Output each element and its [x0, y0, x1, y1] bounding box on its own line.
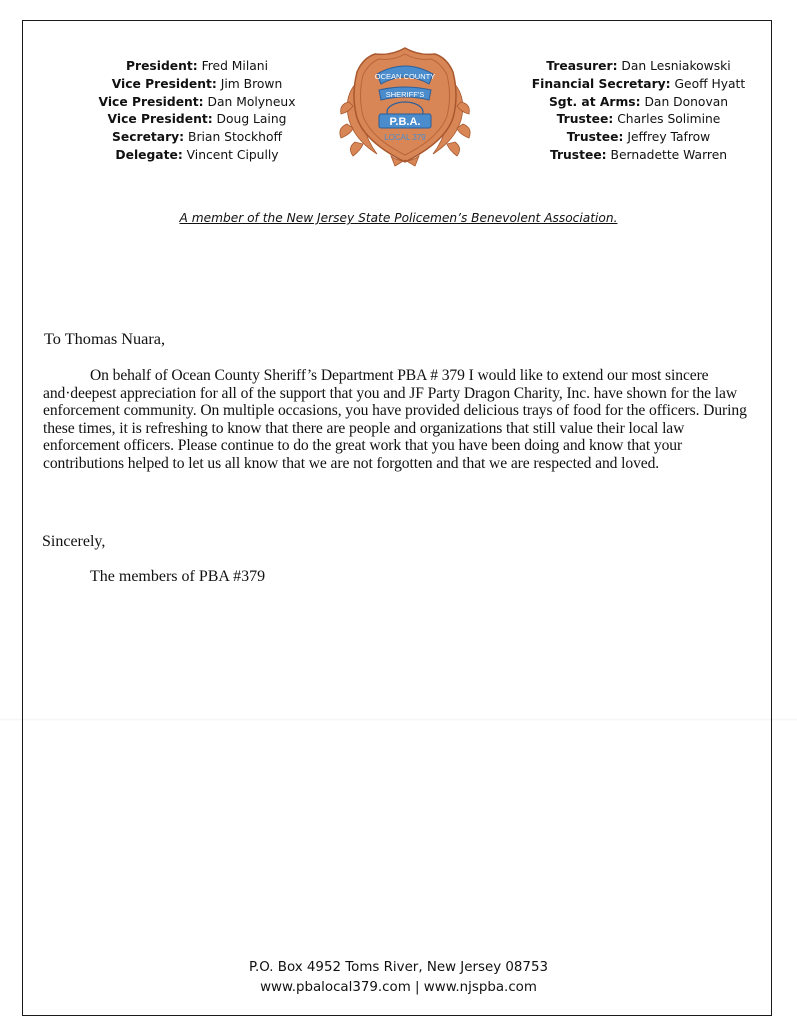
officer-title: Financial Secretary:: [531, 76, 671, 91]
officer-row: [506, 111, 771, 129]
officer-row: [62, 147, 332, 165]
officer-row: [506, 76, 771, 94]
svg-text:OCEAN COUNTY: OCEAN COUNTY: [374, 72, 436, 81]
officer-name: Fred Milani: [197, 59, 268, 73]
svg-text:P.B.A.: P.B.A.: [389, 116, 421, 128]
officer-row: [506, 129, 771, 147]
officer-row: [506, 58, 771, 76]
officer-title: Secretary:: [112, 130, 185, 145]
officer-title: Trustee:: [566, 130, 624, 145]
letter-salutation: To Thomas Nuara,: [44, 329, 166, 348]
officer-title: Trustee:: [549, 147, 607, 162]
officers-left: [62, 58, 332, 165]
officer-name: Brian Stockhoff: [184, 130, 282, 145]
pba-badge-logo: [335, 42, 475, 172]
footer: [0, 958, 797, 998]
membership-line: A member of the New Jersey State Policemen’s Benevolent Association.: [179, 211, 618, 225]
officer-title: Delegate:: [115, 147, 183, 162]
officer-title: Vice President:: [111, 76, 217, 91]
badge-icon: [335, 42, 475, 172]
officer-title: President:: [126, 59, 198, 73]
officer-title: Vice President:: [98, 94, 204, 109]
footer-websites: www.pbalocal379.com | www.njspba.com: [260, 980, 537, 995]
officer-name: Jim Brown: [216, 76, 283, 91]
svg-text:LOCAL 379: LOCAL 379: [384, 133, 426, 142]
officer-name: Dan Lesniakowski: [617, 59, 731, 73]
officer-row: [62, 94, 332, 112]
officer-title: Sgt. at Arms:: [548, 94, 641, 109]
officer-name: Vincent Cipully: [182, 147, 279, 162]
officer-row: [62, 58, 332, 76]
officer-name: Doug Laing: [212, 112, 287, 127]
officer-name: Jeffrey Tafrow: [623, 130, 711, 145]
officer-row: [506, 94, 771, 112]
officer-title: Vice President:: [107, 112, 213, 127]
officer-row: [62, 111, 332, 129]
letter-body: On behalf of Ocean County Sheriff’s Department PBA # 379 I would like to extend our most sincere and·deepest appreciation for all of the support that you and JF Party Dragon Charity, Inc. have shown for the law enforcement community. On multiple occasions, you have provided delicious trays of food for the officers. During these times, it is refreshing to know that there are people and organizations that still value their local law enforcement officers. Please continue to do the great work that you have been doing and know that your contributions helped to let us all know that we are not forgotten and that we are respected and loved.: [43, 367, 747, 472]
letter-signature: The members of PBA #379: [90, 568, 266, 585]
officer-name: Bernadette Warren: [606, 147, 728, 162]
svg-text:SHERIFF'S: SHERIFF'S: [385, 90, 425, 99]
officer-title: Treasurer:: [546, 59, 618, 73]
officer-name: Dan Molyneux: [203, 94, 296, 109]
fold-line: [0, 718, 797, 721]
officer-title: Trustee:: [556, 112, 614, 127]
officer-name: Dan Donovan: [640, 94, 729, 109]
officer-row: [62, 76, 332, 94]
officer-row: [506, 147, 771, 165]
footer-address: P.O. Box 4952 Toms River, New Jersey 08753: [249, 960, 548, 975]
officer-row: [62, 129, 332, 147]
officer-name: Geoff Hyatt: [670, 76, 746, 91]
officers-right: [506, 58, 771, 165]
officer-name: Charles Solimine: [613, 112, 721, 127]
letter-closing: Sincerely,: [42, 533, 106, 550]
